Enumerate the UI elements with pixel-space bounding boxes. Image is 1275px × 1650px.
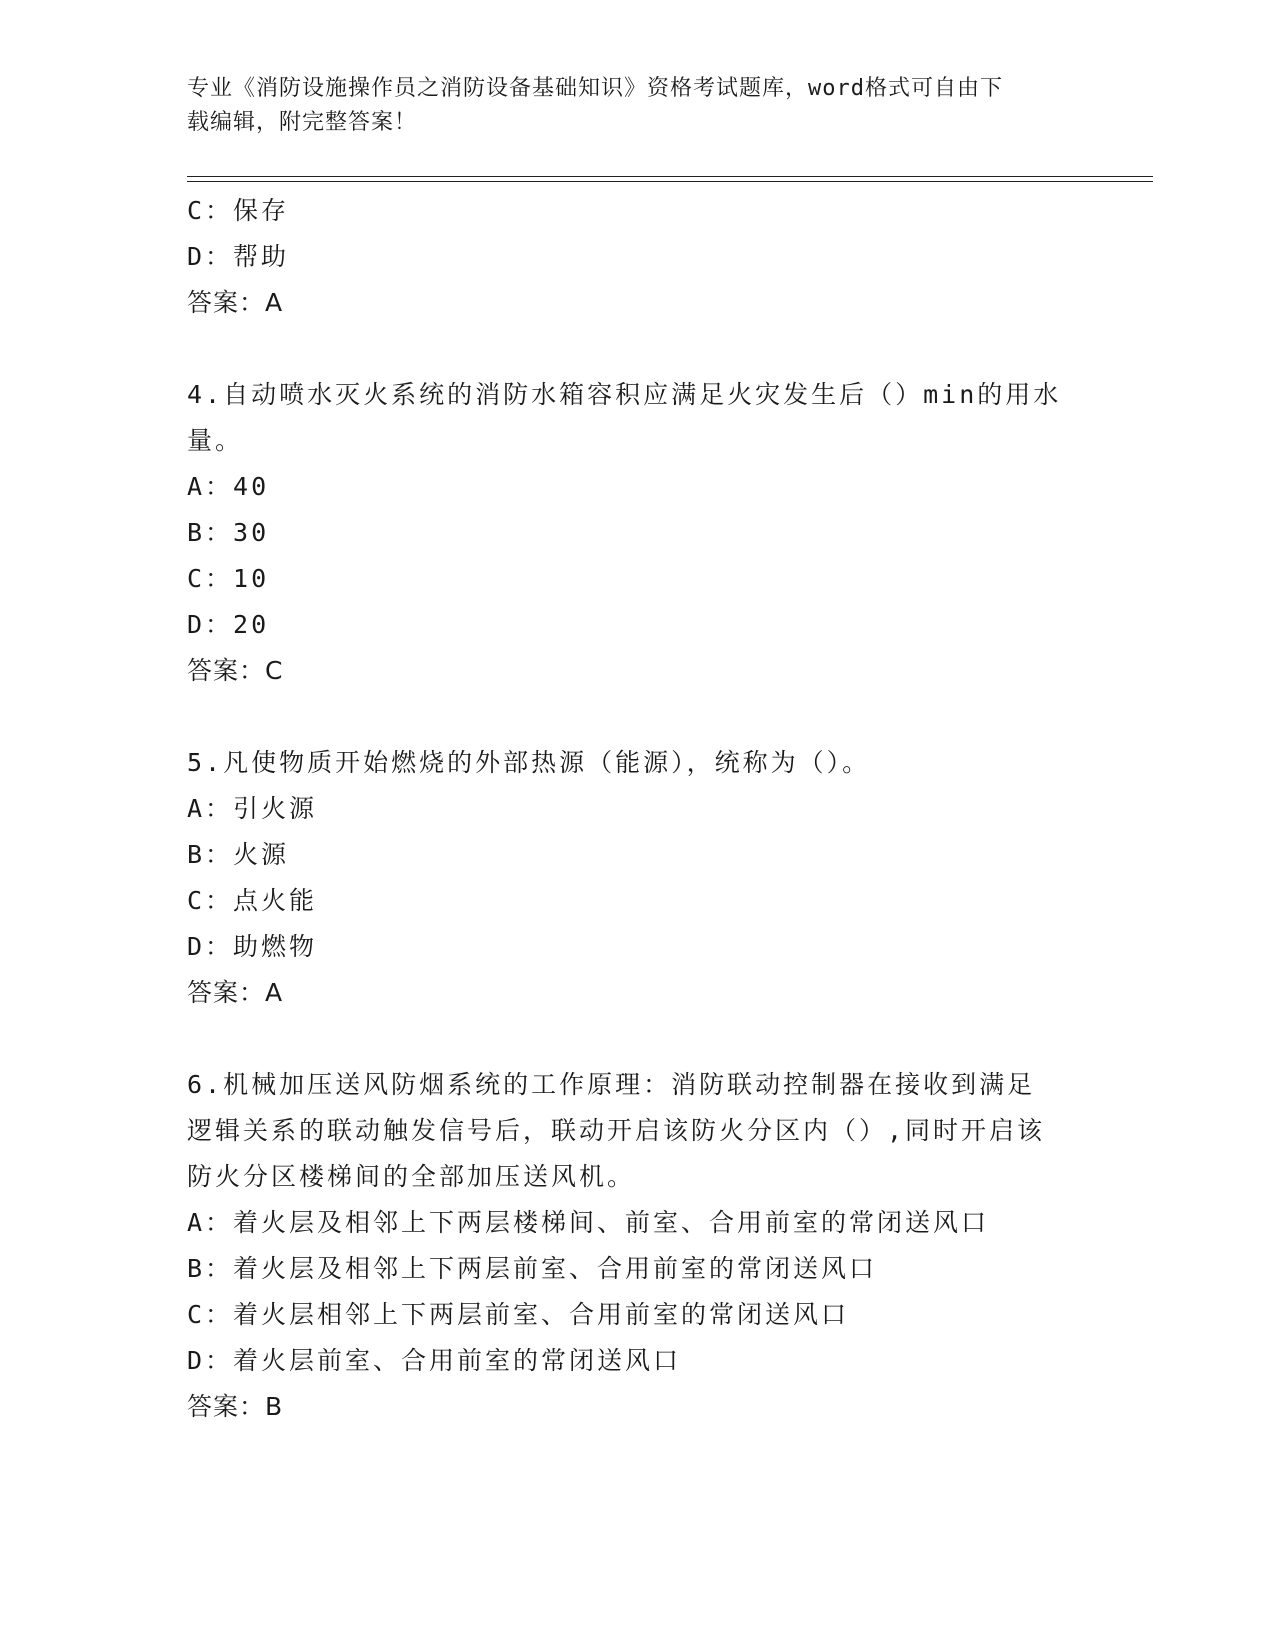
option-c: C：点火能: [187, 886, 318, 915]
spacer: [187, 694, 1087, 740]
question-block-5: [187, 740, 1087, 1016]
document-header: [187, 72, 1067, 140]
option-b: B：火源: [187, 840, 290, 869]
spacer: [187, 326, 1087, 372]
option-c: C：10: [187, 564, 270, 593]
question-stem-line: 6.机械加压送风防烟系统的工作原理：消防联动控制器在接收到满足: [187, 1070, 1036, 1099]
spacer: [187, 1016, 1087, 1062]
option-a: A：40: [187, 472, 270, 501]
question-block-prev: [187, 188, 1087, 326]
option-d: D：20: [187, 610, 270, 639]
question-stem-line: 5.凡使物质开始燃烧的外部热源（能源），统称为（）。: [187, 748, 871, 777]
question-block-4: [187, 372, 1087, 694]
option-a: A：着火层及相邻上下两层楼梯间、前室、合用前室的常闭送风口: [187, 1208, 990, 1237]
question-stem-line: 逻辑关系的联动触发信号后，联动开启该防火分区内（）,同时开启该: [187, 1116, 1046, 1145]
option-c: C：保存: [187, 196, 290, 225]
answer-line: 答案：B: [187, 1392, 284, 1421]
option-d: D：帮助: [187, 242, 290, 271]
header-divider-bottom: [187, 181, 1153, 182]
question-stem-line: 防火分区楼梯间的全部加压送风机。: [187, 1162, 636, 1191]
option-b: B：着火层及相邻上下两层前室、合用前室的常闭送风口: [187, 1254, 878, 1283]
answer-line: 答案：A: [187, 978, 284, 1007]
answer-line: 答案：A: [187, 288, 284, 317]
header-line-1: 专业《消防设施操作员之消防设备基础知识》资格考试题库，word格式可自由下: [187, 76, 1003, 101]
question-block-6: [187, 1062, 1087, 1430]
option-b: B：30: [187, 518, 270, 547]
question-stem-line: 4.自动喷水灭火系统的消防水箱容积应满足火灾发生后（）min的用水: [187, 380, 1062, 409]
option-d: D：助燃物: [187, 932, 318, 961]
question-list: [187, 188, 1087, 1430]
option-d: D：着火层前室、合用前室的常闭送风口: [187, 1346, 682, 1375]
option-c: C：着火层相邻上下两层前室、合用前室的常闭送风口: [187, 1300, 850, 1329]
header-line-2: 载编辑，附完整答案！: [187, 110, 418, 135]
question-stem-line: 量。: [187, 426, 244, 455]
answer-line: 答案：C: [187, 656, 284, 685]
option-a: A：引火源: [187, 794, 318, 823]
header-divider-top: [187, 176, 1153, 177]
